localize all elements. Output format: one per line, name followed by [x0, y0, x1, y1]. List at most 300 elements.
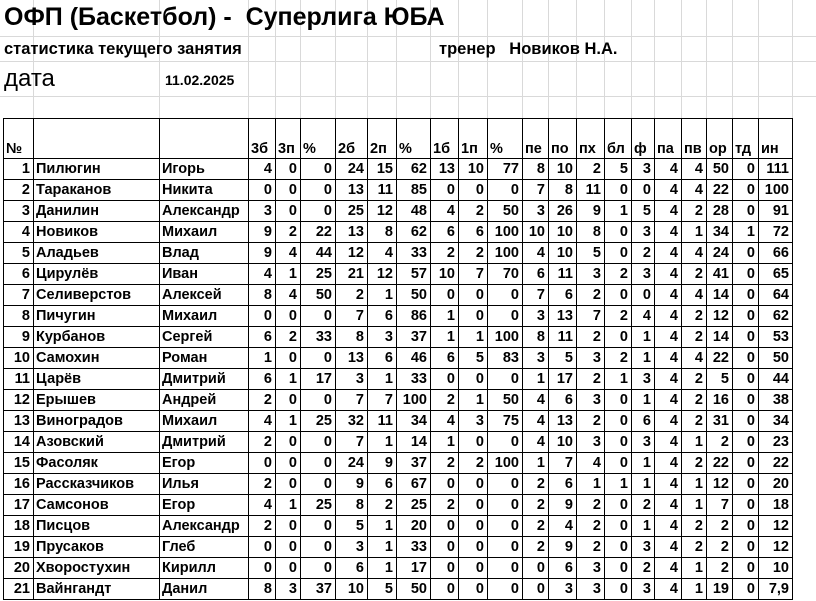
- column-header[interactable]: %: [397, 119, 431, 159]
- table-cell[interactable]: 44: [301, 243, 336, 264]
- table-cell[interactable]: 50: [397, 579, 431, 600]
- column-header[interactable]: 3б: [249, 119, 276, 159]
- first-name-cell[interactable]: Дмитрий: [160, 369, 249, 390]
- table-cell[interactable]: 2: [276, 222, 301, 243]
- table-cell[interactable]: 0: [431, 579, 459, 600]
- table-cell[interactable]: 7: [707, 495, 733, 516]
- table-cell[interactable]: 0: [605, 411, 632, 432]
- table-cell[interactable]: 17: [549, 369, 577, 390]
- table-cell[interactable]: 6: [249, 327, 276, 348]
- table-cell[interactable]: 0: [488, 474, 523, 495]
- table-cell[interactable]: 2: [577, 369, 605, 390]
- table-cell[interactable]: 2: [682, 411, 707, 432]
- table-cell[interactable]: 4: [249, 411, 276, 432]
- table-cell[interactable]: 0: [249, 180, 276, 201]
- table-cell[interactable]: 14: [397, 432, 431, 453]
- table-cell[interactable]: 4: [655, 348, 682, 369]
- table-cell[interactable]: 1: [276, 495, 301, 516]
- table-cell[interactable]: 12: [707, 474, 733, 495]
- table-cell[interactable]: 25: [301, 264, 336, 285]
- table-cell[interactable]: 17: [4, 495, 34, 516]
- table-cell[interactable]: 4: [523, 243, 549, 264]
- table-cell[interactable]: 13: [336, 222, 368, 243]
- table-cell[interactable]: 17: [301, 369, 336, 390]
- column-header[interactable]: %: [301, 119, 336, 159]
- table-cell[interactable]: 4: [655, 516, 682, 537]
- table-cell[interactable]: 3: [632, 537, 655, 558]
- table-cell[interactable]: 2: [249, 432, 276, 453]
- first-name-cell[interactable]: Александр: [160, 201, 249, 222]
- table-cell[interactable]: 0: [301, 453, 336, 474]
- first-name-cell[interactable]: Глеб: [160, 537, 249, 558]
- table-cell[interactable]: 12: [368, 264, 397, 285]
- table-cell[interactable]: 1: [523, 453, 549, 474]
- table-cell[interactable]: 2: [605, 306, 632, 327]
- table-cell[interactable]: 0: [301, 159, 336, 180]
- table-cell[interactable]: 0: [488, 180, 523, 201]
- table-cell[interactable]: 4: [655, 285, 682, 306]
- table-cell[interactable]: 2: [368, 495, 397, 516]
- table-cell[interactable]: 6: [549, 285, 577, 306]
- table-cell[interactable]: 4: [431, 201, 459, 222]
- table-cell[interactable]: 4: [682, 348, 707, 369]
- table-cell[interactable]: 6: [431, 222, 459, 243]
- column-header[interactable]: %: [488, 119, 523, 159]
- table-cell[interactable]: 1: [368, 285, 397, 306]
- table-cell[interactable]: 0: [459, 516, 488, 537]
- table-cell[interactable]: 4: [249, 159, 276, 180]
- first-name-cell[interactable]: Александр: [160, 516, 249, 537]
- table-cell[interactable]: 44: [759, 369, 793, 390]
- table-cell[interactable]: 0: [605, 495, 632, 516]
- table-cell[interactable]: 2: [632, 558, 655, 579]
- table-cell[interactable]: 3: [632, 222, 655, 243]
- table-cell[interactable]: 4: [655, 390, 682, 411]
- table-cell[interactable]: 24: [336, 159, 368, 180]
- table-cell[interactable]: 0: [605, 180, 632, 201]
- table-cell[interactable]: 0: [488, 285, 523, 306]
- table-cell[interactable]: 4: [655, 411, 682, 432]
- table-cell[interactable]: 0: [733, 243, 759, 264]
- surname-cell[interactable]: Прусаков: [34, 537, 160, 558]
- table-cell[interactable]: 4: [249, 495, 276, 516]
- table-cell[interactable]: 12: [759, 516, 793, 537]
- table-cell[interactable]: 33: [397, 369, 431, 390]
- table-cell[interactable]: 33: [301, 327, 336, 348]
- table-cell[interactable]: 0: [459, 285, 488, 306]
- table-cell[interactable]: 1: [605, 369, 632, 390]
- table-cell[interactable]: 0: [605, 432, 632, 453]
- table-cell[interactable]: 75: [488, 411, 523, 432]
- table-cell[interactable]: 8: [577, 222, 605, 243]
- table-cell[interactable]: 14: [707, 285, 733, 306]
- table-cell[interactable]: 53: [759, 327, 793, 348]
- table-cell[interactable]: 6: [459, 222, 488, 243]
- surname-cell[interactable]: Царёв: [34, 369, 160, 390]
- table-cell[interactable]: 86: [397, 306, 431, 327]
- table-cell[interactable]: 2: [682, 453, 707, 474]
- table-cell[interactable]: 8: [368, 222, 397, 243]
- table-cell[interactable]: 0: [733, 201, 759, 222]
- table-cell[interactable]: 2: [249, 474, 276, 495]
- table-cell[interactable]: 0: [733, 264, 759, 285]
- table-cell[interactable]: 32: [336, 411, 368, 432]
- table-cell[interactable]: 6: [549, 558, 577, 579]
- table-cell[interactable]: 3: [523, 201, 549, 222]
- table-cell[interactable]: 0: [249, 306, 276, 327]
- table-cell[interactable]: 0: [459, 306, 488, 327]
- table-cell[interactable]: 3: [577, 264, 605, 285]
- table-cell[interactable]: 9: [249, 243, 276, 264]
- table-cell[interactable]: 4: [368, 243, 397, 264]
- table-cell[interactable]: 13: [549, 306, 577, 327]
- table-cell[interactable]: 8: [249, 579, 276, 600]
- surname-cell[interactable]: Аладьев: [34, 243, 160, 264]
- surname-cell[interactable]: Пичугин: [34, 306, 160, 327]
- table-cell[interactable]: 0: [733, 495, 759, 516]
- table-cell[interactable]: 2: [577, 327, 605, 348]
- table-cell[interactable]: 2: [523, 537, 549, 558]
- table-cell[interactable]: 10: [336, 579, 368, 600]
- table-cell[interactable]: 0: [249, 558, 276, 579]
- table-cell[interactable]: 0: [733, 390, 759, 411]
- table-cell[interactable]: 0: [276, 390, 301, 411]
- table-cell[interactable]: 12: [368, 201, 397, 222]
- table-cell[interactable]: 22: [707, 180, 733, 201]
- table-cell[interactable]: 1: [4, 159, 34, 180]
- table-cell[interactable]: 4: [549, 516, 577, 537]
- table-cell[interactable]: 1: [632, 516, 655, 537]
- column-header[interactable]: 3п: [276, 119, 301, 159]
- surname-cell[interactable]: Тараканов: [34, 180, 160, 201]
- table-cell[interactable]: 14: [707, 327, 733, 348]
- table-cell[interactable]: 1: [632, 474, 655, 495]
- column-header[interactable]: 1п: [459, 119, 488, 159]
- table-cell[interactable]: 2: [336, 285, 368, 306]
- table-cell[interactable]: 7: [336, 432, 368, 453]
- table-cell[interactable]: 9: [577, 201, 605, 222]
- surname-cell[interactable]: Данилин: [34, 201, 160, 222]
- table-cell[interactable]: 6: [549, 474, 577, 495]
- table-cell[interactable]: 12: [4, 390, 34, 411]
- table-cell[interactable]: 0: [276, 516, 301, 537]
- table-cell[interactable]: 5: [549, 348, 577, 369]
- table-cell[interactable]: 77: [488, 159, 523, 180]
- table-cell[interactable]: 0: [488, 369, 523, 390]
- table-cell[interactable]: 3: [368, 327, 397, 348]
- table-cell[interactable]: 25: [397, 495, 431, 516]
- table-cell[interactable]: 6: [632, 411, 655, 432]
- table-cell[interactable]: 13: [336, 180, 368, 201]
- table-cell[interactable]: 2: [605, 264, 632, 285]
- table-cell[interactable]: 2: [682, 516, 707, 537]
- table-cell[interactable]: 1: [459, 327, 488, 348]
- table-cell[interactable]: 6: [431, 348, 459, 369]
- table-cell[interactable]: 3: [4, 201, 34, 222]
- table-cell[interactable]: 2: [707, 537, 733, 558]
- table-cell[interactable]: 67: [397, 474, 431, 495]
- table-cell[interactable]: 0: [488, 306, 523, 327]
- table-cell[interactable]: 11: [577, 180, 605, 201]
- table-cell[interactable]: 0: [605, 579, 632, 600]
- table-cell[interactable]: 50: [397, 285, 431, 306]
- table-cell[interactable]: 50: [488, 390, 523, 411]
- table-cell[interactable]: 4: [655, 369, 682, 390]
- table-cell[interactable]: 100: [397, 390, 431, 411]
- table-cell[interactable]: 0: [431, 285, 459, 306]
- first-name-cell[interactable]: Михаил: [160, 411, 249, 432]
- table-cell[interactable]: 11: [549, 264, 577, 285]
- table-cell[interactable]: 12: [336, 243, 368, 264]
- table-cell[interactable]: 8: [549, 180, 577, 201]
- table-cell[interactable]: 1: [276, 411, 301, 432]
- table-cell[interactable]: 0: [276, 432, 301, 453]
- table-cell[interactable]: 9: [4, 327, 34, 348]
- table-cell[interactable]: 4: [523, 432, 549, 453]
- first-name-cell[interactable]: Андрей: [160, 390, 249, 411]
- table-cell[interactable]: 65: [759, 264, 793, 285]
- table-cell[interactable]: 22: [707, 453, 733, 474]
- table-cell[interactable]: 4: [632, 306, 655, 327]
- table-cell[interactable]: 33: [397, 243, 431, 264]
- table-cell[interactable]: 0: [301, 306, 336, 327]
- table-cell[interactable]: 0: [276, 159, 301, 180]
- table-cell[interactable]: 2: [459, 243, 488, 264]
- table-cell[interactable]: 25: [336, 201, 368, 222]
- table-cell[interactable]: 0: [276, 201, 301, 222]
- table-cell[interactable]: 6: [368, 306, 397, 327]
- table-cell[interactable]: 62: [397, 159, 431, 180]
- table-cell[interactable]: 7: [368, 390, 397, 411]
- table-cell[interactable]: 1: [368, 369, 397, 390]
- table-cell[interactable]: 9: [249, 222, 276, 243]
- table-cell[interactable]: 4: [682, 159, 707, 180]
- table-cell[interactable]: 4: [655, 159, 682, 180]
- table-cell[interactable]: 5: [4, 243, 34, 264]
- column-header[interactable]: 2б: [336, 119, 368, 159]
- surname-cell[interactable]: Хворостухин: [34, 558, 160, 579]
- table-cell[interactable]: 34: [397, 411, 431, 432]
- table-cell[interactable]: 8: [249, 285, 276, 306]
- table-cell[interactable]: 0: [431, 180, 459, 201]
- table-cell[interactable]: 10: [759, 558, 793, 579]
- first-name-cell[interactable]: Михаил: [160, 306, 249, 327]
- table-cell[interactable]: 50: [301, 285, 336, 306]
- table-cell[interactable]: 8: [336, 495, 368, 516]
- table-cell[interactable]: 14: [4, 432, 34, 453]
- table-cell[interactable]: 38: [759, 390, 793, 411]
- table-cell[interactable]: 1: [682, 558, 707, 579]
- table-cell[interactable]: 0: [301, 348, 336, 369]
- table-cell[interactable]: 1: [733, 222, 759, 243]
- table-cell[interactable]: 11: [549, 327, 577, 348]
- table-cell[interactable]: 0: [249, 453, 276, 474]
- table-cell[interactable]: 13: [549, 411, 577, 432]
- table-cell[interactable]: 0: [459, 432, 488, 453]
- table-cell[interactable]: 1: [682, 474, 707, 495]
- table-cell[interactable]: 13: [336, 348, 368, 369]
- table-cell[interactable]: 2: [431, 453, 459, 474]
- table-cell[interactable]: 0: [301, 180, 336, 201]
- table-cell[interactable]: 4: [655, 306, 682, 327]
- table-cell[interactable]: 0: [605, 558, 632, 579]
- table-cell[interactable]: 57: [397, 264, 431, 285]
- column-header[interactable]: 1б: [431, 119, 459, 159]
- table-cell[interactable]: 3: [336, 537, 368, 558]
- table-cell[interactable]: 1: [632, 390, 655, 411]
- table-cell[interactable]: 0: [431, 537, 459, 558]
- table-cell[interactable]: 4: [655, 243, 682, 264]
- table-cell[interactable]: 1: [577, 474, 605, 495]
- table-cell[interactable]: 0: [301, 516, 336, 537]
- table-cell[interactable]: 0: [276, 453, 301, 474]
- first-name-cell[interactable]: Илья: [160, 474, 249, 495]
- table-cell[interactable]: 25: [301, 411, 336, 432]
- table-cell[interactable]: 7: [523, 180, 549, 201]
- table-cell[interactable]: 5: [459, 348, 488, 369]
- column-header[interactable]: пв: [682, 119, 707, 159]
- table-cell[interactable]: 2: [682, 201, 707, 222]
- table-cell[interactable]: 1: [368, 537, 397, 558]
- table-cell[interactable]: 100: [759, 180, 793, 201]
- table-cell[interactable]: 22: [707, 348, 733, 369]
- table-cell[interactable]: 2: [632, 495, 655, 516]
- first-name-cell[interactable]: Алексей: [160, 285, 249, 306]
- table-cell[interactable]: 4: [655, 432, 682, 453]
- first-name-cell[interactable]: Игорь: [160, 159, 249, 180]
- table-cell[interactable]: 4: [276, 243, 301, 264]
- table-cell[interactable]: 2: [249, 390, 276, 411]
- table-cell[interactable]: 7: [577, 306, 605, 327]
- table-cell[interactable]: 5: [632, 201, 655, 222]
- table-cell[interactable]: 66: [759, 243, 793, 264]
- table-cell[interactable]: 1: [632, 453, 655, 474]
- table-cell[interactable]: 0: [276, 348, 301, 369]
- table-cell[interactable]: 2: [577, 537, 605, 558]
- table-cell[interactable]: 10: [4, 348, 34, 369]
- table-cell[interactable]: 2: [605, 348, 632, 369]
- column-header[interactable]: ор: [707, 119, 733, 159]
- table-cell[interactable]: 2: [682, 390, 707, 411]
- table-cell[interactable]: 1: [682, 495, 707, 516]
- table-cell[interactable]: 4: [682, 243, 707, 264]
- table-cell[interactable]: 9: [368, 453, 397, 474]
- table-cell[interactable]: 2: [682, 537, 707, 558]
- table-cell[interactable]: 24: [336, 453, 368, 474]
- table-cell[interactable]: 0: [605, 390, 632, 411]
- table-cell[interactable]: 12: [707, 306, 733, 327]
- table-cell[interactable]: 7: [459, 264, 488, 285]
- table-cell[interactable]: 2: [682, 327, 707, 348]
- table-cell[interactable]: 0: [488, 516, 523, 537]
- table-cell[interactable]: 2: [431, 390, 459, 411]
- table-cell[interactable]: 111: [759, 159, 793, 180]
- column-header[interactable]: тд: [733, 119, 759, 159]
- table-cell[interactable]: 0: [459, 474, 488, 495]
- table-cell[interactable]: 5: [577, 243, 605, 264]
- table-cell[interactable]: 1: [276, 369, 301, 390]
- table-cell[interactable]: 100: [488, 327, 523, 348]
- table-cell[interactable]: 100: [488, 453, 523, 474]
- table-cell[interactable]: 3: [632, 159, 655, 180]
- table-cell[interactable]: 4: [655, 474, 682, 495]
- table-cell[interactable]: 22: [759, 453, 793, 474]
- column-header[interactable]: бл: [605, 119, 632, 159]
- table-cell[interactable]: 0: [733, 348, 759, 369]
- table-cell[interactable]: 18: [4, 516, 34, 537]
- table-cell[interactable]: 0: [632, 180, 655, 201]
- table-cell[interactable]: 5: [368, 579, 397, 600]
- table-cell[interactable]: 22: [301, 222, 336, 243]
- table-cell[interactable]: 7: [549, 453, 577, 474]
- table-cell[interactable]: 13: [431, 159, 459, 180]
- column-header[interactable]: па: [655, 119, 682, 159]
- table-cell[interactable]: 0: [733, 432, 759, 453]
- first-name-cell[interactable]: Иван: [160, 264, 249, 285]
- table-cell[interactable]: 4: [577, 453, 605, 474]
- table-cell[interactable]: 85: [397, 180, 431, 201]
- table-cell[interactable]: 48: [397, 201, 431, 222]
- table-cell[interactable]: 7: [523, 285, 549, 306]
- table-cell[interactable]: 4: [682, 285, 707, 306]
- table-cell[interactable]: 2: [577, 495, 605, 516]
- table-cell[interactable]: 3: [577, 348, 605, 369]
- table-cell[interactable]: 37: [397, 453, 431, 474]
- table-cell[interactable]: 100: [488, 243, 523, 264]
- surname-cell[interactable]: Самохин: [34, 348, 160, 369]
- table-cell[interactable]: 3: [577, 579, 605, 600]
- table-cell[interactable]: 34: [707, 222, 733, 243]
- table-cell[interactable]: 0: [301, 558, 336, 579]
- table-cell[interactable]: 0: [276, 306, 301, 327]
- table-cell[interactable]: 31: [707, 411, 733, 432]
- column-header[interactable]: ин: [759, 119, 793, 159]
- table-cell[interactable]: 2: [577, 159, 605, 180]
- surname-cell[interactable]: Писцов: [34, 516, 160, 537]
- table-cell[interactable]: 26: [549, 201, 577, 222]
- table-cell[interactable]: 9: [549, 495, 577, 516]
- table-cell[interactable]: 10: [523, 222, 549, 243]
- coach-label[interactable]: тренер Новиков Н.А.: [439, 40, 618, 58]
- table-cell[interactable]: 10: [431, 264, 459, 285]
- table-cell[interactable]: 4: [655, 327, 682, 348]
- table-cell[interactable]: 4: [655, 453, 682, 474]
- table-cell[interactable]: 4: [523, 390, 549, 411]
- table-cell[interactable]: 34: [759, 411, 793, 432]
- table-cell[interactable]: 0: [733, 369, 759, 390]
- surname-cell[interactable]: Селиверстов: [34, 285, 160, 306]
- table-cell[interactable]: 0: [431, 516, 459, 537]
- table-cell[interactable]: 7: [4, 285, 34, 306]
- table-cell[interactable]: 64: [759, 285, 793, 306]
- table-cell[interactable]: 17: [397, 558, 431, 579]
- table-cell[interactable]: 5: [336, 516, 368, 537]
- table-cell[interactable]: 0: [431, 369, 459, 390]
- table-cell[interactable]: 8: [4, 306, 34, 327]
- table-cell[interactable]: 8: [336, 327, 368, 348]
- table-cell[interactable]: 21: [336, 264, 368, 285]
- table-cell[interactable]: 2: [707, 432, 733, 453]
- table-cell[interactable]: 0: [733, 285, 759, 306]
- table-cell[interactable]: 4: [655, 495, 682, 516]
- table-cell[interactable]: 37: [301, 579, 336, 600]
- table-cell[interactable]: 0: [523, 558, 549, 579]
- table-cell[interactable]: 4: [431, 411, 459, 432]
- table-cell[interactable]: 2: [707, 516, 733, 537]
- surname-cell[interactable]: Рассказчиков: [34, 474, 160, 495]
- surname-cell[interactable]: Виноградов: [34, 411, 160, 432]
- table-cell[interactable]: 11: [368, 411, 397, 432]
